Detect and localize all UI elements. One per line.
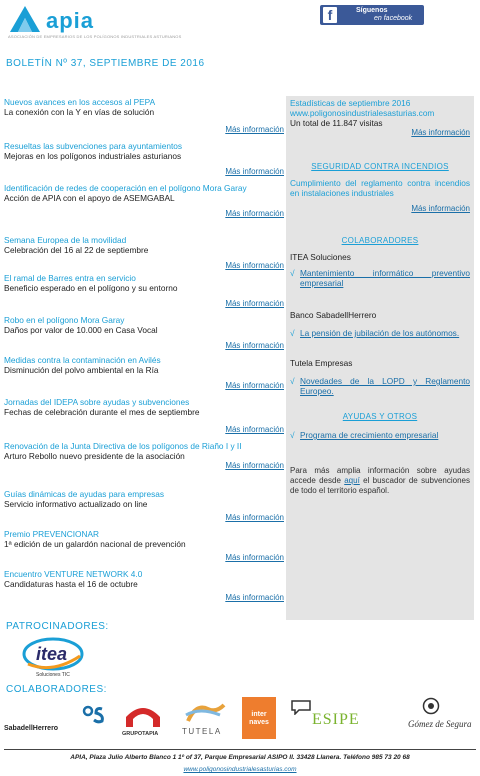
news-title-link[interactable]: Nuevos avances en los accesos al PEPA	[4, 97, 156, 107]
sabadell-logo[interactable]	[4, 717, 58, 735]
collaborator-name: Banco SabadellHerrero	[290, 310, 377, 320]
gomez-emblem-icon	[422, 697, 440, 715]
bulletin-title: BOLETÍN Nº 37, SEPTIEMBRE DE 2016	[6, 58, 205, 69]
internaves-logo-text: inter naves	[249, 711, 269, 726]
collaborator-logos	[0, 695, 480, 743]
stats-visits: Un total de 11.847 visitas	[290, 118, 383, 128]
news-item	[4, 235, 284, 273]
facebook-icon: f	[323, 7, 337, 23]
news-description: Disminución del polvo ambiental en la Ría	[4, 365, 159, 375]
footer-address: APIA, Plaza Julio Alberto Blanco 1 1º of 37, Parque Empresarial ASIPO II. 33428 Llanera. Teléfono 985 73 20 68	[70, 754, 410, 761]
news-description: La conexión con la Y en vías de solución	[4, 107, 155, 117]
security-link[interactable]: Cumplimiento del reglamento contra incendios en instalaciones industriales	[290, 178, 470, 198]
check-icon: √	[290, 376, 295, 386]
footer-website-link[interactable]: www.poligonosindustrialesasturias.com	[183, 766, 297, 773]
facebook-follow-button[interactable]	[320, 5, 424, 25]
news-title-link[interactable]: Premio PREVENCIONAR	[4, 529, 99, 539]
stats-url-link[interactable]: www.poligonosindustrialesasturias.com	[290, 108, 435, 118]
collaborators-section-title[interactable]: COLABORADORES	[341, 236, 419, 245]
aid-search-info	[290, 466, 470, 496]
aid-search-text-before: Para más amplia información sobre ayudas accede desde	[290, 466, 470, 485]
os-logo-icon	[82, 705, 108, 725]
itea-logo-sub: Soluciones TIC	[36, 672, 70, 678]
news-item	[4, 315, 284, 355]
news-item	[4, 489, 284, 529]
sabadell-logo-text: SabadellHerrero	[4, 725, 59, 732]
itea-logo-word: itea	[36, 644, 68, 664]
news-item	[4, 273, 284, 315]
news-description: Beneficio esperado en el polígono y su entorno	[4, 283, 178, 293]
esipe-logo[interactable]	[290, 699, 370, 739]
news-title-link[interactable]: Jornadas del IDEPA sobre ayudas y subvenciones	[4, 397, 190, 407]
collaborator-article	[290, 376, 470, 396]
more-info-link[interactable]: Más información	[225, 261, 284, 270]
security-more-info-link[interactable]: Más información	[411, 204, 470, 213]
news-item	[4, 397, 284, 441]
aid-search-text-after: el buscador de subvenciones de todo el territorio español.	[290, 476, 470, 495]
more-info-link[interactable]: Más información	[225, 425, 284, 434]
news-title-link[interactable]: Renovación de la Junta Directiva de los polígonos de Riaño I y II	[4, 441, 242, 451]
grupotapia-logo[interactable]	[122, 703, 164, 739]
collaborator-article-link[interactable]: Mantenimiento informático preventivo empresarial	[300, 268, 470, 288]
collaborator-name: ITEA Soluciones	[290, 252, 351, 262]
news-title-link[interactable]: Robo en el polígono Mora Garay	[4, 315, 125, 325]
news-item	[4, 441, 284, 489]
aid-article-link[interactable]: Programa de crecimiento empresarial	[300, 430, 439, 440]
more-info-link[interactable]: Más información	[225, 125, 284, 134]
tutela-logo-icon	[180, 701, 230, 725]
news-description: 1ª edición de un galardón nacional de prevención	[4, 539, 186, 549]
esipe-speech-icon	[290, 699, 312, 715]
security-section-title[interactable]: SEGURIDAD CONTRA INCENDIOS	[311, 162, 449, 171]
more-info-link[interactable]: Más información	[225, 341, 284, 350]
stats-more-info-link[interactable]: Más información	[411, 128, 470, 137]
facebook-button-line1: Síguenos	[356, 7, 388, 14]
news-description: Arturo Rebollo nuevo presidente de la asociación	[4, 451, 185, 461]
aid-section-title[interactable]: AYUDAS Y OTROS	[342, 412, 418, 421]
check-icon: √	[290, 430, 295, 440]
collaborator-article	[290, 268, 470, 288]
news-title-link[interactable]: Guías dinámicas de ayudas para empresas	[4, 489, 165, 499]
more-info-link[interactable]: Más información	[225, 461, 284, 470]
more-info-link[interactable]: Más información	[225, 513, 284, 522]
apia-logo-icon	[8, 4, 42, 34]
collaborators-label: COLABORADORES:	[6, 684, 107, 695]
sponsors-label: PATROCINADORES:	[6, 621, 109, 632]
footer-divider	[4, 749, 476, 750]
news-description: Mejoras en los polígonos industriales asturianos	[4, 151, 182, 161]
grupotapia-logo-icon	[122, 703, 164, 729]
news-title-link[interactable]: Semana Europea de la movilidad	[4, 235, 127, 245]
news-description: Celebración del 16 al 22 de septiembre	[4, 245, 149, 255]
news-description: Fechas de celebración durante el mes de septiembre	[4, 407, 200, 417]
more-info-link[interactable]: Más información	[225, 299, 284, 308]
more-info-link[interactable]: Más información	[225, 553, 284, 562]
collaborator-article	[290, 328, 470, 338]
sidebar	[286, 96, 474, 620]
aid-article	[290, 430, 470, 440]
internaves-logo[interactable]	[242, 697, 276, 739]
news-item	[4, 569, 284, 609]
header	[0, 0, 480, 42]
esipe-logo-text: ESIPE	[312, 711, 360, 728]
apia-logo-subtitle: ASOCIACIÓN DE EMPRESARIOS DE LOS POLÍGONOS INDUSTRIALES ASTURIANOS	[8, 34, 182, 39]
news-item	[4, 355, 284, 397]
news-title-link[interactable]: Resueltas las subvenciones para ayuntamientos	[4, 141, 183, 151]
grupotapia-logo-text: GRUPOTAPIA	[122, 731, 159, 737]
news-description: Acción de APIA con el apoyo de ASEMGABAL	[4, 193, 175, 203]
tutela-logo-text: TUTELA	[182, 727, 222, 736]
tutela-logo[interactable]	[180, 701, 230, 739]
itea-sponsor-logo[interactable]	[22, 636, 84, 680]
facebook-button-line2: en facebook	[374, 15, 413, 22]
collaborator-article-link[interactable]: La pensión de jubilación de los autónomos.	[300, 328, 460, 338]
news-title-link[interactable]: Identificación de redes de cooperación en el polígono Mora Garay	[4, 183, 247, 193]
more-info-link[interactable]: Más información	[225, 209, 284, 218]
news-item	[4, 141, 284, 183]
collaborator-article-link[interactable]: Novedades de la LOPD y Reglamento Europeo.	[300, 376, 470, 396]
news-description: Candidaturas hasta el 16 de octubre	[4, 579, 138, 589]
check-icon: √	[290, 328, 295, 338]
aid-search-here-link[interactable]: aquí	[344, 476, 360, 485]
news-description: Daños por valor de 10.000 en Casa Vocal	[4, 325, 158, 335]
stats-title: Estadísticas de septiembre 2016	[290, 98, 411, 108]
more-info-link[interactable]: Más información	[225, 593, 284, 602]
more-info-link[interactable]: Más información	[225, 167, 284, 176]
news-list	[4, 97, 284, 609]
news-title-link[interactable]: Encuentro VENTURE NETWORK 4.0	[4, 569, 143, 579]
check-icon: √	[290, 268, 295, 278]
news-item	[4, 529, 284, 569]
news-description: Servicio informativo actualizado on line	[4, 499, 148, 509]
news-title-link[interactable]: Medidas contra la contaminación en Avilés	[4, 355, 161, 365]
os-logo[interactable]	[82, 705, 108, 730]
news-title-link[interactable]: El ramal de Barres entra en servicio	[4, 273, 136, 283]
collaborator-name: Tutela Empresas	[290, 358, 353, 368]
apia-logo-text: apia	[46, 8, 95, 33]
gomez-de-segura-logo[interactable]	[404, 697, 470, 739]
more-info-link[interactable]: Más información	[225, 381, 284, 390]
news-item	[4, 97, 284, 141]
news-item	[4, 183, 284, 235]
gomez-logo-text: Gómez de Segura	[408, 719, 472, 729]
